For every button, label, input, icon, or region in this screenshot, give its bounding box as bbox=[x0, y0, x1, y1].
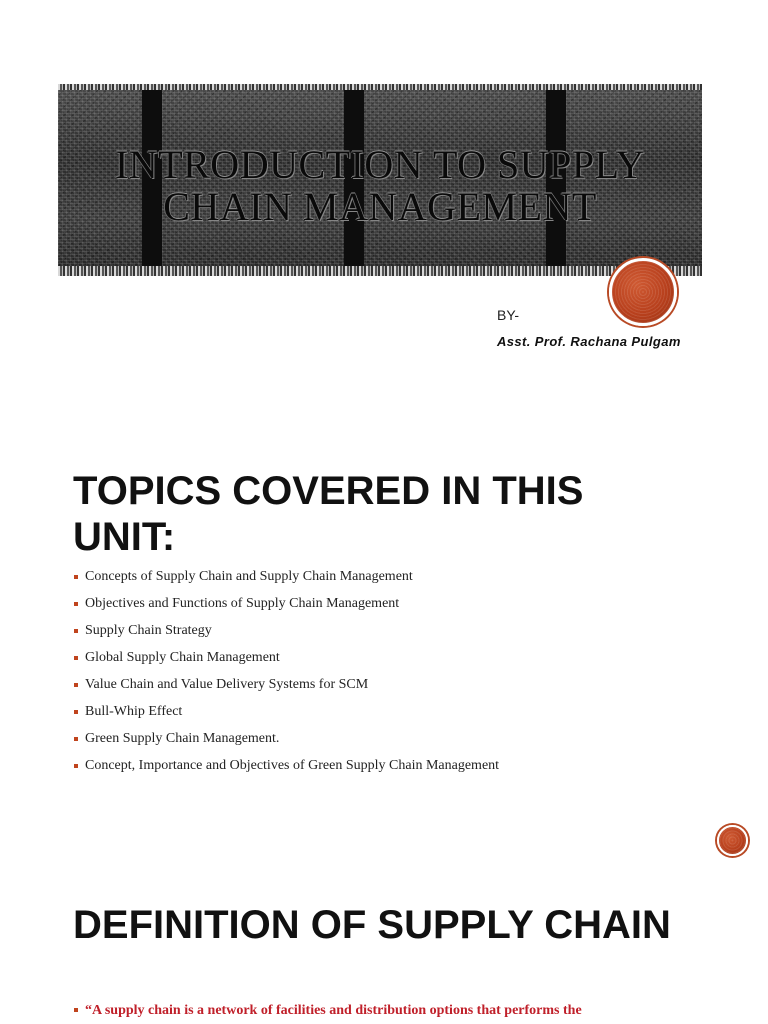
square-bullet-icon bbox=[74, 764, 78, 768]
square-bullet-icon bbox=[74, 575, 78, 579]
by-label: BY- bbox=[497, 307, 520, 323]
topic-text: Value Chain and Value Delivery Systems for SCM bbox=[85, 677, 369, 692]
list-item bbox=[74, 703, 499, 730]
topic-text: Global Supply Chain Management bbox=[85, 650, 280, 665]
topic-text: Bull-Whip Effect bbox=[85, 704, 183, 719]
list-item bbox=[74, 622, 499, 649]
banner-bottom-edge bbox=[58, 266, 702, 276]
topic-text: Objectives and Functions of Supply Chain Management bbox=[85, 596, 400, 611]
topics-slide bbox=[0, 384, 768, 864]
square-bullet-icon bbox=[74, 602, 78, 606]
title-banner bbox=[58, 84, 702, 276]
list-item bbox=[74, 568, 499, 595]
square-bullet-icon bbox=[74, 656, 78, 660]
definition-text-block bbox=[74, 1001, 696, 1021]
topic-text: Concepts of Supply Chain and Supply Chain Management bbox=[85, 569, 413, 584]
presentation-title: INTRODUCTION TO SUPPLY CHAIN MANAGEMENT bbox=[114, 142, 645, 229]
list-item bbox=[74, 676, 499, 703]
topic-text: Concept, Importance and Objectives of Green Supply Chain Management bbox=[85, 758, 500, 773]
list-item bbox=[74, 595, 499, 622]
definition-text: “A supply chain is a network of facilities and distribution options that performs the bbox=[85, 1003, 582, 1018]
topic-list bbox=[74, 568, 499, 784]
square-bullet-icon bbox=[74, 710, 78, 714]
square-bullet-icon bbox=[74, 683, 78, 687]
list-item bbox=[74, 730, 499, 757]
list-item bbox=[74, 649, 499, 676]
decorative-orb-icon bbox=[609, 258, 677, 326]
title-slide bbox=[0, 0, 768, 384]
author-name: Asst. Prof. Rachana Pulgam bbox=[497, 334, 681, 349]
square-bullet-icon bbox=[74, 1008, 78, 1012]
topics-heading: TOPICS COVERED IN THIS UNIT: bbox=[73, 469, 584, 559]
definition-heading: DEFINITION OF SUPPLY CHAIN bbox=[73, 903, 671, 947]
square-bullet-icon bbox=[74, 629, 78, 633]
square-bullet-icon bbox=[74, 737, 78, 741]
topic-text: Green Supply Chain Management. bbox=[85, 731, 280, 746]
topic-text: Supply Chain Strategy bbox=[85, 623, 212, 638]
definition-slide bbox=[0, 864, 768, 1024]
list-item bbox=[74, 757, 499, 784]
decorative-orb-icon bbox=[717, 825, 748, 856]
banner-top-edge bbox=[58, 84, 702, 90]
